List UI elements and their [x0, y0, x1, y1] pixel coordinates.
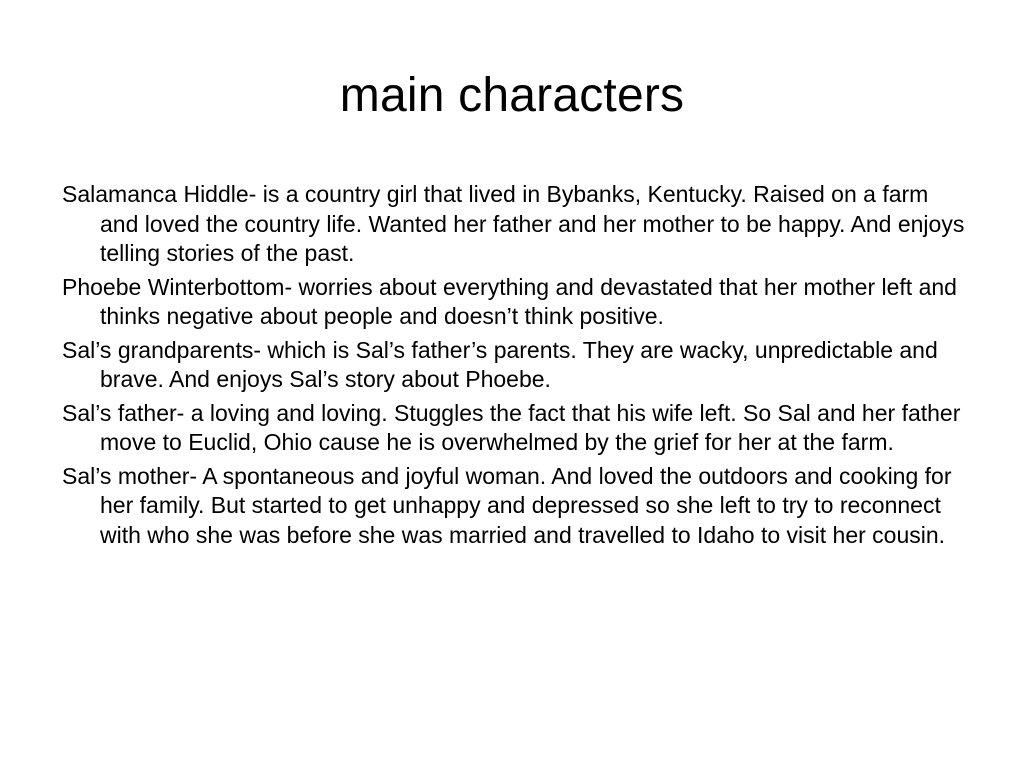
- character-phoebe: Phoebe Winterbottom- worries about everything and devastated that her mother left and thinks negative about people and doesn’t think positive.: [62, 273, 957, 329]
- character-mother: Sal’s mother- A spontaneous and joyful woman. And loved the outdoors and cooking for her family. But started to get unhappy and depressed so she left to try to reconnect with who she was before she was married and travelled to Idaho to visit her cousin.: [62, 462, 952, 548]
- slide-title: main characters: [339, 69, 685, 122]
- character-grandparents: Sal’s grandparents- which is Sal’s father’s parents. They are wacky, unpredictable and brave. And enjoys Sal’s story about Phoebe.: [62, 336, 938, 392]
- character-father: Sal’s father- a loving and loving. Stuggles the fact that his wife left. So Sal and her father move to Euclid, Ohio cause he is overwhelmed by the grief for her at the farm.: [62, 399, 961, 455]
- character-salamanca: Salamanca Hiddle- is a country girl that lived in Bybanks, Kentucky. Raised on a farm and loved the country life. Wanted her father and her mother to be happy. And enjoys telling stories of the past.: [62, 181, 965, 266]
- slide-body: [62, 180, 972, 554]
